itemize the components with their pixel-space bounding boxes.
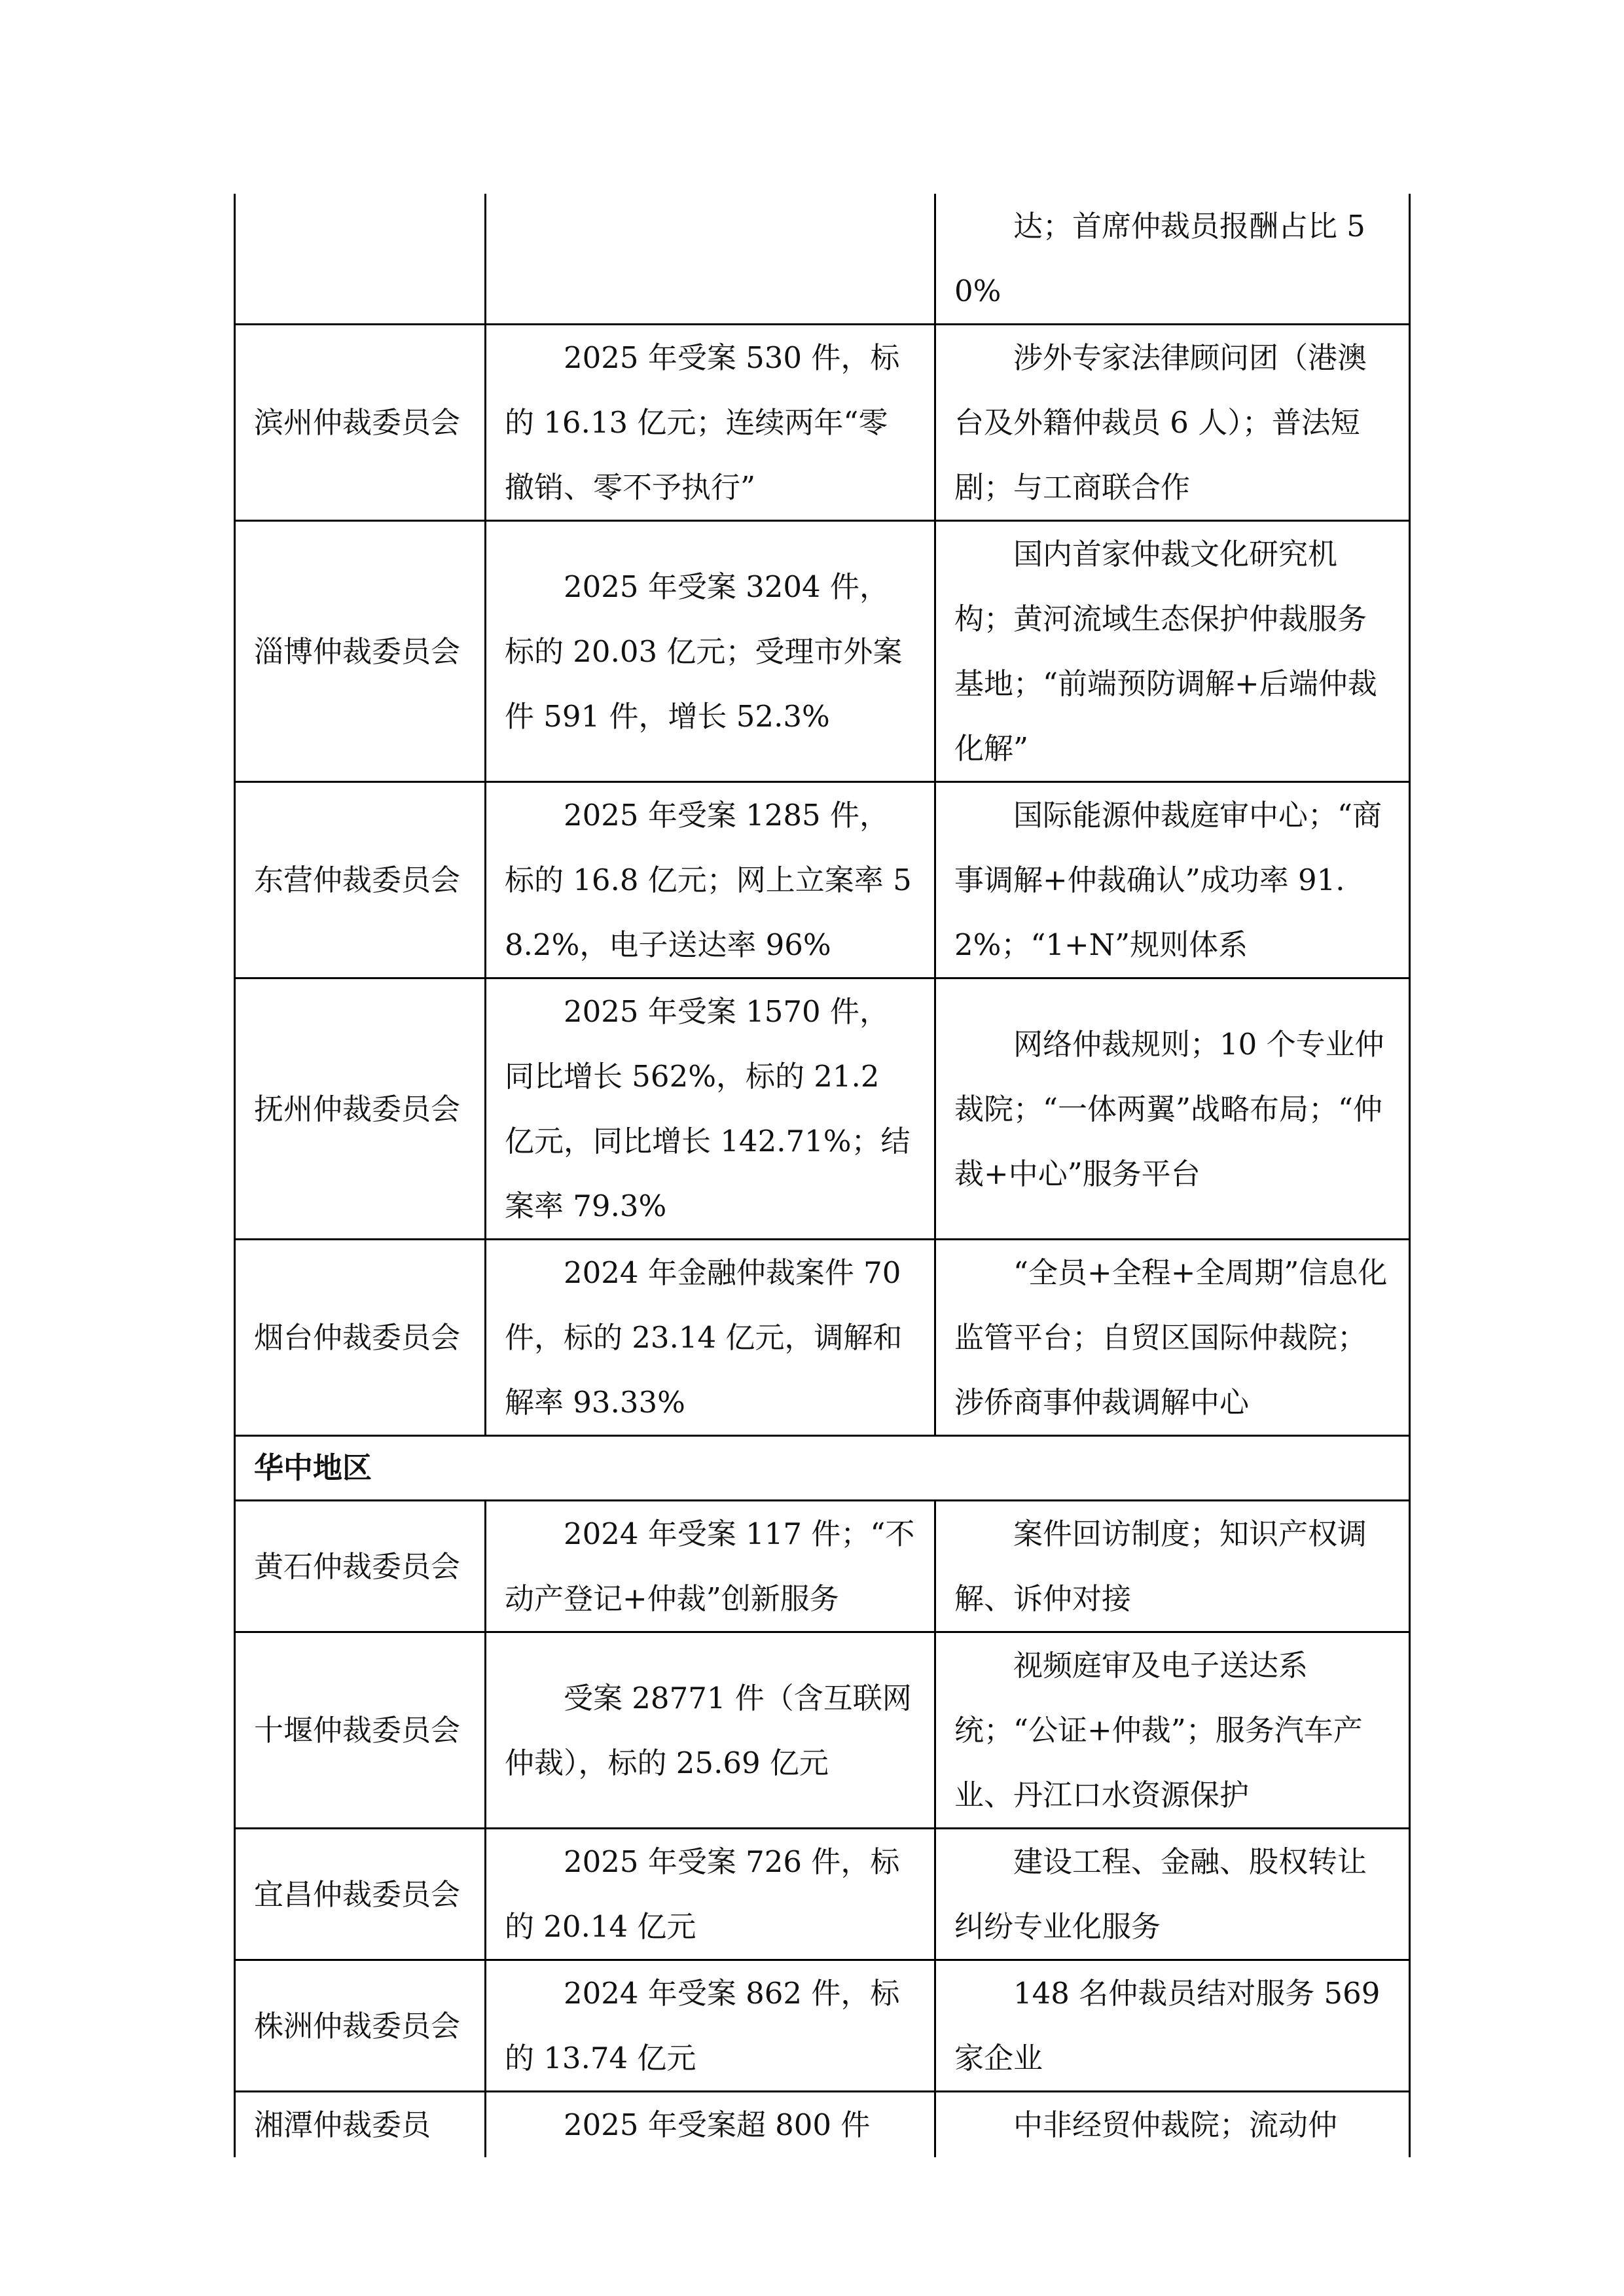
commission-name-cell: 黄石仲裁委员会 (235, 1501, 486, 1632)
case-statistics-cell: 2025 年受案 3204 件，标的 20.03 亿元；受理市外案件 591 件，增长 52.3% (486, 521, 935, 782)
commission-name-cell: 株洲仲裁委员会 (235, 1960, 486, 2092)
features-cell: 案件回访制度；知识产权调解、诉仲对接 (935, 1501, 1410, 1632)
table-row (235, 194, 1410, 325)
commission-name-cell: 十堰仲裁委员会 (235, 1632, 486, 1829)
region-heading: 华中地区 (235, 1436, 1410, 1501)
features-cell: “全员+全程+全周期”信息化监管平台；自贸区国际仲裁院；涉侨商事仲裁调解中心 (935, 1240, 1410, 1436)
table-row (235, 521, 1410, 782)
case-statistics-cell: 2025 年受案 530 件，标的 16.13 亿元；连续两年“零撤销、零不予执行” (486, 325, 935, 521)
commission-name-cell: 宜昌仲裁委员会 (235, 1829, 486, 1960)
case-statistics-cell: 2025 年受案超 800 件 (486, 2092, 935, 2158)
features-cell: 网络仲裁规则；10 个专业仲裁院；“一体两翼”战略布局；“仲裁+中心”服务平台 (935, 978, 1410, 1240)
region-header-row (235, 1436, 1410, 1501)
commission-name-cell (235, 194, 486, 325)
features-cell: 国际能源仲裁庭审中心；“商事调解+仲裁确认”成功率 91.2%；“1+N”规则体系 (935, 782, 1410, 978)
arbitration-commission-table (234, 194, 1411, 2157)
table-row (235, 782, 1410, 978)
table-row (235, 1632, 1410, 1829)
features-cell: 建设工程、金融、股权转让纠纷专业化服务 (935, 1829, 1410, 1960)
commission-name-cell: 滨州仲裁委员会 (235, 325, 486, 521)
commission-name-cell: 烟台仲裁委员会 (235, 1240, 486, 1436)
case-statistics-cell: 2024 年受案 117 件；“不动产登记+仲裁”创新服务 (486, 1501, 935, 1632)
table-row (235, 1240, 1410, 1436)
case-statistics-cell: 2025 年受案 726 件，标的 20.14 亿元 (486, 1829, 935, 1960)
features-cell: 中非经贸仲裁院；流动仲 (935, 2092, 1410, 2158)
case-statistics-cell: 2024 年金融仲裁案件 70 件，标的 23.14 亿元，调解和解率 93.33% (486, 1240, 935, 1436)
features-cell: 涉外专家法律顾问团（港澳台及外籍仲裁员 6 人）；普法短剧；与工商联合作 (935, 325, 1410, 521)
case-statistics-cell: 2025 年受案 1285 件，标的 16.8 亿元；网上立案率 58.2%，电子送达率 96% (486, 782, 935, 978)
table-row (235, 2092, 1410, 2158)
table-row (235, 325, 1410, 521)
table-row (235, 1501, 1410, 1632)
commission-name-cell: 东营仲裁委员会 (235, 782, 486, 978)
commission-name-cell: 湘潭仲裁委员 (235, 2092, 486, 2158)
commission-name-cell: 抚州仲裁委员会 (235, 978, 486, 1240)
case-statistics-cell (486, 194, 935, 325)
case-statistics-cell: 2024 年受案 862 件，标的 13.74 亿元 (486, 1960, 935, 2092)
features-cell: 视频庭审及电子送达系统；“公证+仲裁”；服务汽车产业、丹江口水资源保护 (935, 1632, 1410, 1829)
table-row (235, 978, 1410, 1240)
features-cell: 148 名仲裁员结对服务 569 家企业 (935, 1960, 1410, 2092)
features-cell: 达；首席仲裁员报酬占比 50% (935, 194, 1410, 325)
features-cell: 国内首家仲裁文化研究机构；黄河流域生态保护仲裁服务基地；“前端预防调解+后端仲裁化解” (935, 521, 1410, 782)
table-row (235, 1829, 1410, 1960)
table-row (235, 1960, 1410, 2092)
commission-name-cell: 淄博仲裁委员会 (235, 521, 486, 782)
case-statistics-cell: 2025 年受案 1570 件，同比增长 562%，标的 21.2 亿元，同比增长 142.71%；结案率 79.3% (486, 978, 935, 1240)
case-statistics-cell: 受案 28771 件（含互联网仲裁），标的 25.69 亿元 (486, 1632, 935, 1829)
